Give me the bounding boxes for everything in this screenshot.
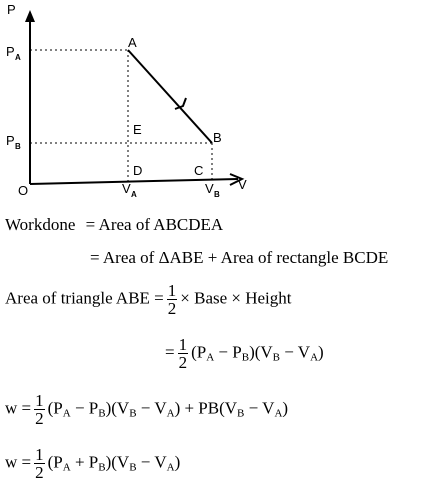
eq6-num: 1 [35,445,44,464]
eq4-den: 2 [178,353,188,372]
eq5-s6: A [274,407,283,420]
p-axis-arrowhead [25,10,35,22]
vb-tick-label [205,181,214,196]
pb-tick-main: P [6,133,15,148]
pb-tick-sub: B [15,142,21,151]
point-c-label: C [194,163,204,178]
eq6-t5: ) [174,452,181,472]
point-d-label: D [133,163,143,178]
eq4-t1: (P [191,342,207,362]
pa-tick-sub: A [15,53,21,62]
eq4-num: 1 [178,335,188,354]
eq6-s4: A [166,461,175,474]
v-axis-label: V [238,177,247,192]
eq5-t7: ) [282,398,289,418]
eq4-t4: − V [280,342,311,362]
eq-line-2 [90,248,388,268]
eq4-s4: A [310,351,319,364]
eq4-s1: A [206,351,215,364]
eq3-left: Area of triangle ABE = [5,288,164,308]
eq-line-1 [5,215,223,235]
eq3-den: 2 [167,299,177,318]
va-tick-sub: A [131,190,137,199]
eq5-den: 2 [35,409,44,428]
point-b-label: B [213,130,222,145]
eq5-t3: )(V [105,398,130,418]
eq-line-3 [5,282,292,317]
eq5-s3: B [129,407,137,420]
eq2-text: = Area of ΔABE + Area of rectangle BCDE [90,248,389,267]
eq6-den: 2 [35,463,44,482]
eq5-t5: ) + PB(V [174,398,238,418]
eq1-right: = Area of ABCDEA [85,215,224,234]
eq5-t4: − V [136,398,167,418]
eq6-t1: (P [47,452,63,472]
eq6-s1: A [62,461,71,474]
origin-label: O [18,183,29,198]
eq-line-4 [165,336,324,371]
eq4-s3: B [272,351,281,364]
eq5-s2: B [98,407,106,420]
eq6-fraction [34,446,45,481]
eq5-fraction [34,392,45,427]
eq4-lead: = [165,342,175,362]
eq5-t6: − V [244,398,275,418]
pb-tick-label [6,133,15,148]
eq6-t4: − V [136,452,167,472]
eq6-t3: )(V [105,452,130,472]
eq5-t1: (P [47,398,63,418]
eq6-s3: B [129,461,137,474]
va-tick-label [122,181,131,196]
eq5-s4: A [166,407,175,420]
vb-tick-sub: B [214,190,220,199]
pv-diagram [0,0,426,205]
eq3-num: 1 [167,281,177,300]
eq5-lead: w = [5,398,32,418]
eq6-lead: w = [5,452,32,472]
eq1-left: Workdone [5,215,76,234]
va-tick-main: V [122,181,131,196]
pa-tick-label [6,44,15,59]
eq3-fraction [167,282,178,317]
point-e-label: E [133,122,142,137]
eq5-num: 1 [35,391,44,410]
eq5-s5: B [237,407,245,420]
eq-line-5 [5,392,288,427]
eq4-fraction [178,336,189,371]
eq5-s1: A [62,407,71,420]
eq5-t2: − P [70,398,99,418]
p-axis-label: P [7,2,16,17]
eq4-t2: − P [214,342,242,362]
point-a-label: A [128,35,137,50]
eq6-t2: + P [70,452,99,472]
eq3-right: × Base × Height [180,288,292,308]
vb-tick-main: V [205,181,214,196]
eq-line-6 [5,446,180,481]
eq6-s2: B [98,461,106,474]
pa-tick-main: P [6,44,15,59]
eq4-t3: )(V [249,342,273,362]
eq4-t5: ) [318,342,324,362]
eq4-s2: B [241,351,250,364]
